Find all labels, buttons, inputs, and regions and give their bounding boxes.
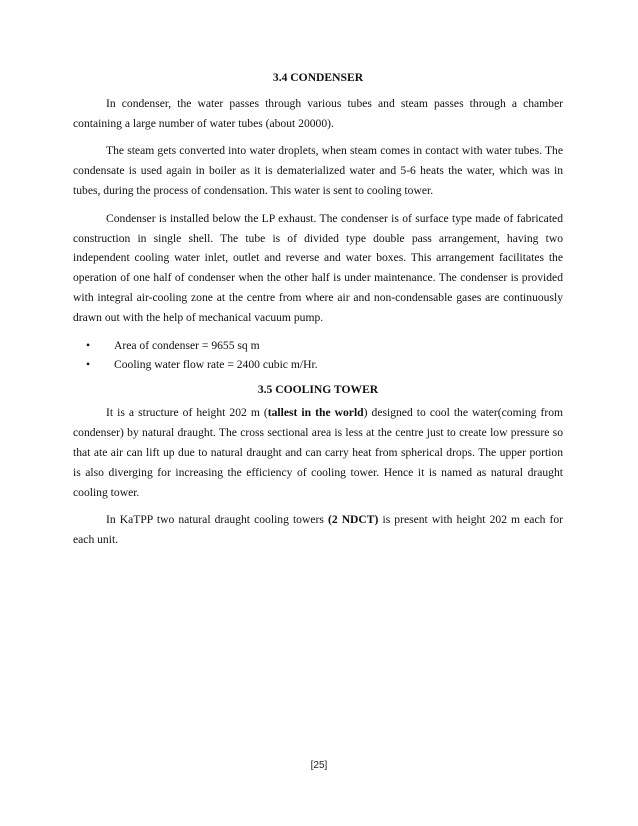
text-run: In KaTPP two natural draught cooling towers bbox=[106, 513, 328, 527]
page-number: [25] bbox=[310, 760, 328, 771]
list-item bbox=[73, 355, 563, 374]
text-run: ) designed to cool the water(coming from condenser) by natural draught. The cross sectional area is less at the centre just to create low pressure so that ate air can lift up due to natural draught and can carry heat from spherical drops. The upper portion is also diverging for increasing the efficiency of cooling tower. Hence it is named as natural draught cooling tower. bbox=[73, 406, 564, 499]
condenser-paragraph-1: In condenser, the water passes through various tubes and steam passes through a chamber containing a large number of water tubes (about 20000). bbox=[73, 96, 563, 130]
section-heading-cooling-tower: 3.5 COOLING TOWER bbox=[257, 382, 379, 396]
spec-area: Area of condenser = 9655 sq m bbox=[114, 338, 260, 352]
emphasis-ndct: (2 NDCT) bbox=[327, 513, 379, 527]
spec-flow-rate: Cooling water flow rate = 2400 cubic m/Hr. bbox=[114, 357, 318, 371]
cooling-tower-paragraph-2 bbox=[73, 510, 563, 550]
condenser-paragraph-3: Condenser is installed below the LP exhaust. The condenser is of surface type made of fabricated construction in single shell. The tube is of divided type double pass arrangement, having two independent cooling water inlet, outlet and reverse and water boxes. This arrangement facilitates the operation of one half of condenser when the other half is under maintenance. The condenser is provided with integral air-cooling zone at the centre from where air and non-condensable gases are continuously drawn out with the help of mechanical vacuum pump. bbox=[73, 211, 563, 324]
text-run: is present with height 202 m each for each unit. bbox=[73, 513, 563, 547]
emphasis-tallest: tallest in the world bbox=[267, 406, 364, 420]
document-page bbox=[73, 68, 563, 558]
cooling-tower-paragraph-1 bbox=[73, 403, 563, 502]
condenser-spec-list bbox=[73, 336, 563, 374]
list-item bbox=[73, 336, 563, 355]
section-heading-condenser: 3.4 CONDENSER bbox=[272, 71, 364, 84]
bullet-icon: • bbox=[86, 357, 91, 371]
bullet-icon: • bbox=[86, 338, 91, 352]
text-run: It is a structure of height 202 m ( bbox=[106, 406, 268, 420]
condenser-paragraph-2: The steam gets converted into water droplets, when steam comes in contact with water tubes. The condensate is used again in boiler as it is dematerialized water and 5-6 heats the water, which was in tubes, during the process of condensation. This water is sent to cooling tower. bbox=[73, 144, 563, 197]
